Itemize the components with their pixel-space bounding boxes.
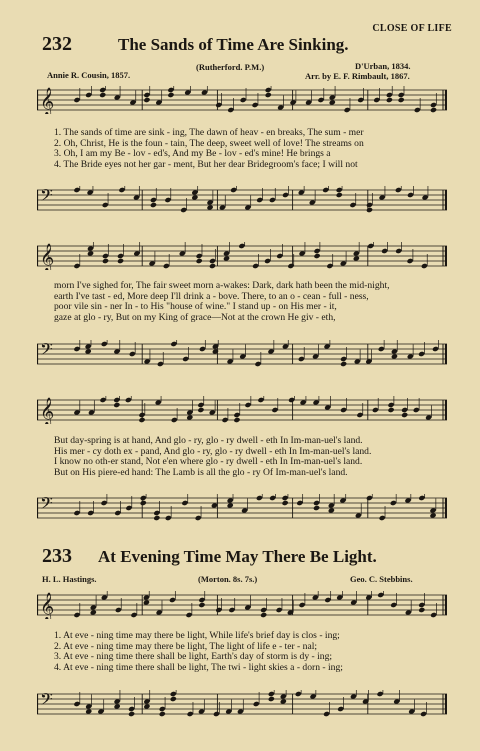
hymn-arranger: Arr. by E. F. Rimbault, 1867.: [305, 71, 410, 81]
music-staff-bass: [37, 186, 447, 214]
lyric-line: gaze at glo - ry, But on my King of grace—Not at the crown He giv - eth,: [54, 311, 336, 323]
hymn-author: H. L. Hastings.: [42, 574, 97, 584]
hymn-title: At Evening Time May There Be Light.: [98, 547, 377, 566]
hymn-author: Annie R. Cousin, 1857.: [47, 70, 131, 80]
music-staff-treble: [37, 591, 447, 619]
hymn-number: 233: [42, 545, 72, 567]
lyric-line: But on His piere-ed hand: The Lamb is all the glo - ry Of Im-man-uel's land.: [54, 466, 348, 478]
lyrics-block: [54, 128, 446, 170]
staff-graphic: [37, 591, 447, 619]
lyrics-block: [54, 631, 446, 673]
lyric-line: But day-spring is at hand, And glo - ry, glo - ry dwell - eth In Im-man-uel's land.: [54, 435, 363, 446]
music-staff-bass: [37, 340, 447, 368]
lyric-line: earth I've tast - ed, More deep I'll drink a - bove. There, to an o - cean - full - ness,: [54, 290, 369, 302]
music-staff-bass: [37, 494, 447, 522]
music-staff-treble: [37, 396, 447, 424]
svg-text:𝄞: 𝄞: [40, 397, 55, 424]
lyric-line: 4. At eve - ning time there shall be light, The twi - light skies a - dorn - ing;: [54, 661, 343, 673]
svg-text:𝄢: 𝄢: [40, 186, 53, 209]
hymn-tune: (Rutherford. P.M.): [196, 62, 265, 72]
hymn-tune: (Morton. 8s. 7s.): [198, 574, 258, 584]
lyric-line: 2. At eve - ning time may there be light, The light of life e - ter - nal;: [54, 640, 318, 652]
hymn-composer: D'Urban, 1834.: [355, 61, 411, 71]
lyric-line: 1. At eve - ning time may there be light, While life's brief day is clos - ing;: [54, 630, 340, 641]
lyric-line: poor vile sin - ner In - to His "house of wine." I stand up - on His mer - it,: [54, 301, 337, 312]
hymn-number: 232: [42, 33, 72, 55]
lyric-line: morn I've sighed for, The fair sweet morn a-wakes: Dark, dark hath been the mid-night,: [54, 280, 390, 291]
music-staff-bass: [37, 690, 447, 718]
lyrics-block: [54, 436, 446, 478]
staff-graphic: [37, 86, 447, 114]
lyric-line: 3. Oh, I am my Be - lov - ed's, And my Be - lov - ed's mine! He brings a: [54, 148, 331, 159]
svg-text:𝄢: 𝄢: [40, 340, 53, 363]
staff-graphic: [37, 494, 447, 522]
hymn-title: The Sands of Time Are Sinking.: [118, 35, 349, 54]
lyric-line: His mer - cy doth ex - pand, And glo - ry, glo - ry dwell - eth In Im-man-uel's land.: [54, 445, 372, 457]
svg-text:𝄢: 𝄢: [40, 494, 53, 517]
lyric-line: 1. The sands of time are sink - ing, The dawn of heav - en breaks, The sum - mer: [54, 127, 364, 138]
music-staff-treble: [37, 242, 447, 270]
hymn-composer: Geo. C. Stebbins.: [350, 574, 413, 584]
svg-text:𝄢: 𝄢: [40, 690, 53, 713]
lyrics-block: [54, 281, 446, 323]
staff-graphic: [37, 340, 447, 368]
lyric-line: 4. The Bride eyes not her gar - ment, But her dear Bridegroom's face; I will not: [54, 158, 358, 170]
staff-graphic: [37, 186, 447, 214]
lyric-line: I know no oth-er stand, Not e'en where glo - ry dwell - eth In Im-man-uel's land.: [54, 456, 363, 467]
svg-text:𝄞: 𝄞: [40, 243, 55, 270]
svg-text:𝄞: 𝄞: [40, 592, 55, 619]
staff-graphic: [37, 242, 447, 270]
svg-text:𝄞: 𝄞: [40, 87, 55, 114]
staff-graphic: [37, 396, 447, 424]
lyric-line: 3. At eve - ning time there shall be light, Earth's day of storm is dy - ing;: [54, 651, 333, 662]
staff-graphic: [37, 690, 447, 718]
section-heading: CLOSE OF LIFE: [372, 23, 452, 34]
music-staff-treble: [37, 86, 447, 114]
lyric-line: 2. Oh, Christ, He is the foun - tain, The deep, sweet well of love! The streams on: [54, 137, 364, 149]
